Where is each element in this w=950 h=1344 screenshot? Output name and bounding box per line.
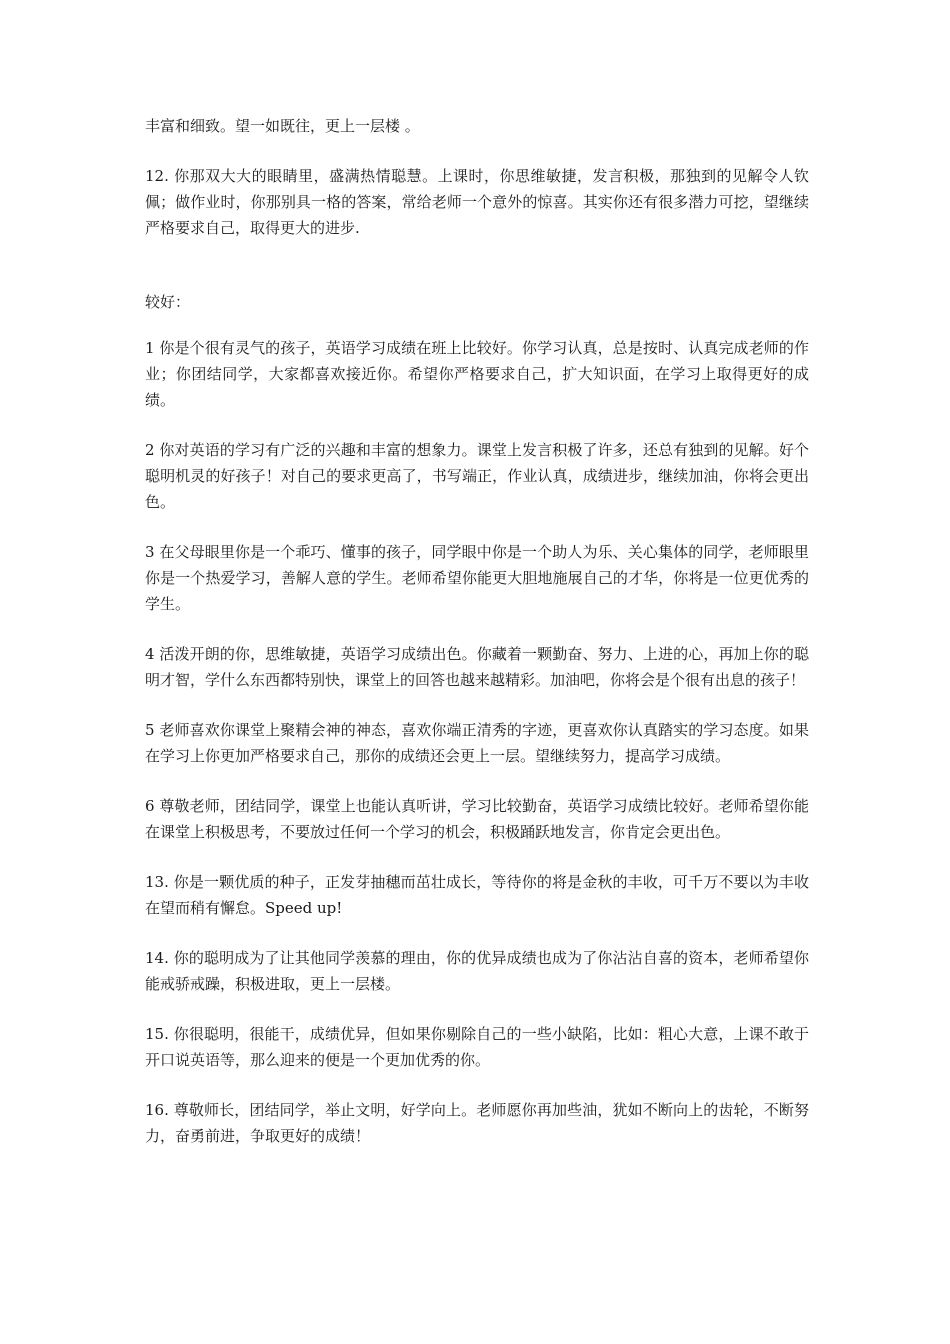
- paragraph-comment-4: 4 活泼开朗的你，思维敏捷，英语学习成绩出色。你藏着一颗勤奋、努力、上进的心，再加上你的聪明才智，学什么东西都特别快，课堂上的回答也越来越精彩。加油吧，你将会是个很有出息的孩子！: [145, 645, 809, 689]
- paragraph-comment-16: 16. 尊敬师长，团结同学，举止文明，好学向上。老师愿你再加些油，犹如不断向上的齿轮，不断努力，奋勇前进，争取更好的成绩！: [145, 1101, 809, 1145]
- paragraph-comment-13: 13. 你是一颗优质的种子，正发芽抽穗而茁壮成长，等待你的将是金秋的丰收，可千万不要以为丰收在望而稍有懈怠。Speed up!: [145, 873, 809, 917]
- paragraph-comment-15: 15. 你很聪明，很能干，成绩优异，但如果你剔除自己的一些小缺陷，比如：粗心大意，上课不敢于开口说英语等，那么迎来的便是一个更加优秀的你。: [145, 1025, 809, 1069]
- paragraph-comment-3: 3 在父母眼里你是一个乖巧、懂事的孩子，同学眼中你是一个助人为乐、关心集体的同学，老师眼里你是一个热爱学习，善解人意的学生。老师希望你能更大胆地施展自己的才华，你将是一位更优秀的学生。: [145, 543, 809, 613]
- paragraph-comment-6: 6 尊敬老师，团结同学，课堂上也能认真听讲，学习比较勤奋，英语学习成绩比较好。老师希望你能在课堂上积极思考，不要放过任何一个学习的机会，积极踊跃地发言，你肯定会更出色。: [145, 797, 809, 841]
- document-body: [145, 113, 809, 1169]
- paragraph-comment-12: 12. 你那双大大的眼睛里，盛满热情聪慧。上课时，你思维敏捷，发言积极，那独到的见解令人钦佩；做作业时，你那别具一格的答案，常给老师一个意外的惊喜。其实你还有很多潜力可挖，望继续严格要求自己，取得更大的进步.: [145, 167, 809, 237]
- paragraph-comment-2: 2 你对英语的学习有广泛的兴趣和丰富的想象力。课堂上发言积极了许多，还总有独到的见解。好个聪明机灵的好孩子！对自己的要求更高了，书写端正，作业认真，成绩进步，继续加油，你将会更出色。: [145, 441, 809, 511]
- paragraph-continuation: 丰富和细致。望一如既往，更上一层楼 。: [145, 117, 420, 135]
- section-heading-good: 较好：: [145, 293, 191, 311]
- paragraph-comment-5: 5 老师喜欢你课堂上聚精会神的神态，喜欢你端正清秀的字迹，更喜欢你认真踏实的学习态度。如果在学习上你更加严格要求自己，那你的成绩还会更上一层。望继续努力，提高学习成绩。: [145, 721, 809, 765]
- paragraph-comment-1: 1 你是个很有灵气的孩子，英语学习成绩在班上比较好。你学习认真，总是按时、认真完成老师的作业；你团结同学，大家都喜欢接近你。希望你严格要求自己，扩大知识面，在学习上取得更好的成绩。: [145, 339, 809, 409]
- paragraph-comment-14: 14. 你的聪明成为了让其他同学羡慕的理由，你的优异成绩也成为了你沾沾自喜的资本，老师希望你能戒骄戒躁，积极进取，更上一层楼。: [145, 949, 809, 993]
